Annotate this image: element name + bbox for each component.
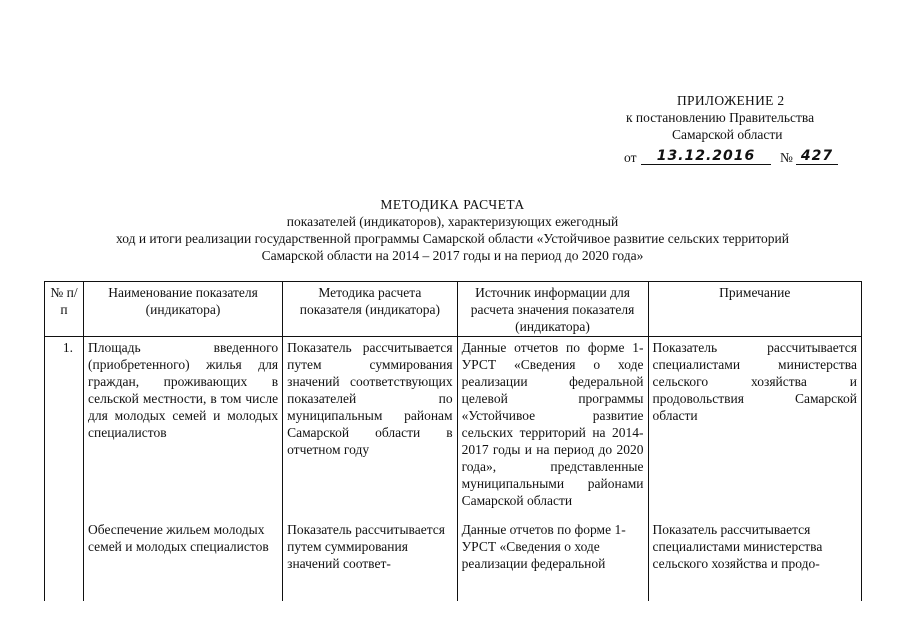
note: Показатель рассчитывается специалистами министерства сельского хозяйства и продо- <box>648 519 862 601</box>
row-number: 1. <box>45 337 84 520</box>
indicator-name: Площадь введенного (приобретенного) жилья для граждан, проживающих в сельской местности, в том числе для молодых семей и молодых специалистов <box>84 337 283 520</box>
calculation-method: Показатель рассчитывается путем суммирования значений соответствующих показателей по муниципальным районам Самарской области в отчетном году <box>283 337 457 520</box>
document-heading <box>40 196 865 264</box>
document-subtitle-line-2: ход и итоги реализации государственной программы Самарской области «Устойчивое развитие сельских территорий <box>115 231 789 246</box>
document-subtitle-line-3: Самарской области на 2014 – 2017 годы и на период до 2020 года» <box>261 248 644 263</box>
appendix-region-line: Самарской области <box>672 127 783 142</box>
table-header-row <box>45 282 862 337</box>
appendix-date-number-line <box>610 149 870 171</box>
table-row <box>45 337 862 520</box>
data-source: Данные отчетов по форме 1-УРСТ «Сведения о ходе реализации федеральной целевой программы «Устойчивое развитие сельских территорий на 2014-2017 годы и на период до 2020 года», представленные муниципальными районами Самарской области <box>457 337 648 520</box>
from-label: от <box>624 150 637 165</box>
header-note: Примечание <box>648 282 862 337</box>
indicator-name: Обеспечение жильем молодых семей и молодых специалистов <box>84 519 283 601</box>
document-subtitle-line-1: показателей (индикаторов), характеризующих ежегодный <box>286 214 619 229</box>
document-title: МЕТОДИКА РАСЧЕТА <box>380 197 525 212</box>
handwritten-number: 427 <box>796 148 838 165</box>
table-row <box>45 519 862 601</box>
header-number: № п/п <box>45 282 84 337</box>
note: Показатель рассчитывается специалистами министерства сельского хозяйства и продовольствия Самарской области <box>648 337 862 520</box>
appendix-title: ПРИЛОЖЕНИЕ 2 <box>677 93 785 108</box>
number-label: № <box>780 150 793 165</box>
methodology-table <box>44 281 862 601</box>
row-number <box>45 519 84 601</box>
header-data-source: Источник информации для расчета значения показателя (индикатора) <box>457 282 648 337</box>
handwritten-date: 13.12.2016 <box>641 148 771 165</box>
appendix-resolution-line: к постановлению Правительства <box>626 110 815 125</box>
header-indicator-name: Наименование показателя (индикатора) <box>84 282 283 337</box>
appendix-header <box>610 92 870 171</box>
calculation-method: Показатель рассчитывается путем суммирования значений соответ- <box>283 519 457 601</box>
header-calculation-method: Методика расчета показателя (индикатора) <box>283 282 457 337</box>
data-source: Данные отчетов по форме 1-УРСТ «Сведения о ходе реализации федеральной <box>457 519 648 601</box>
